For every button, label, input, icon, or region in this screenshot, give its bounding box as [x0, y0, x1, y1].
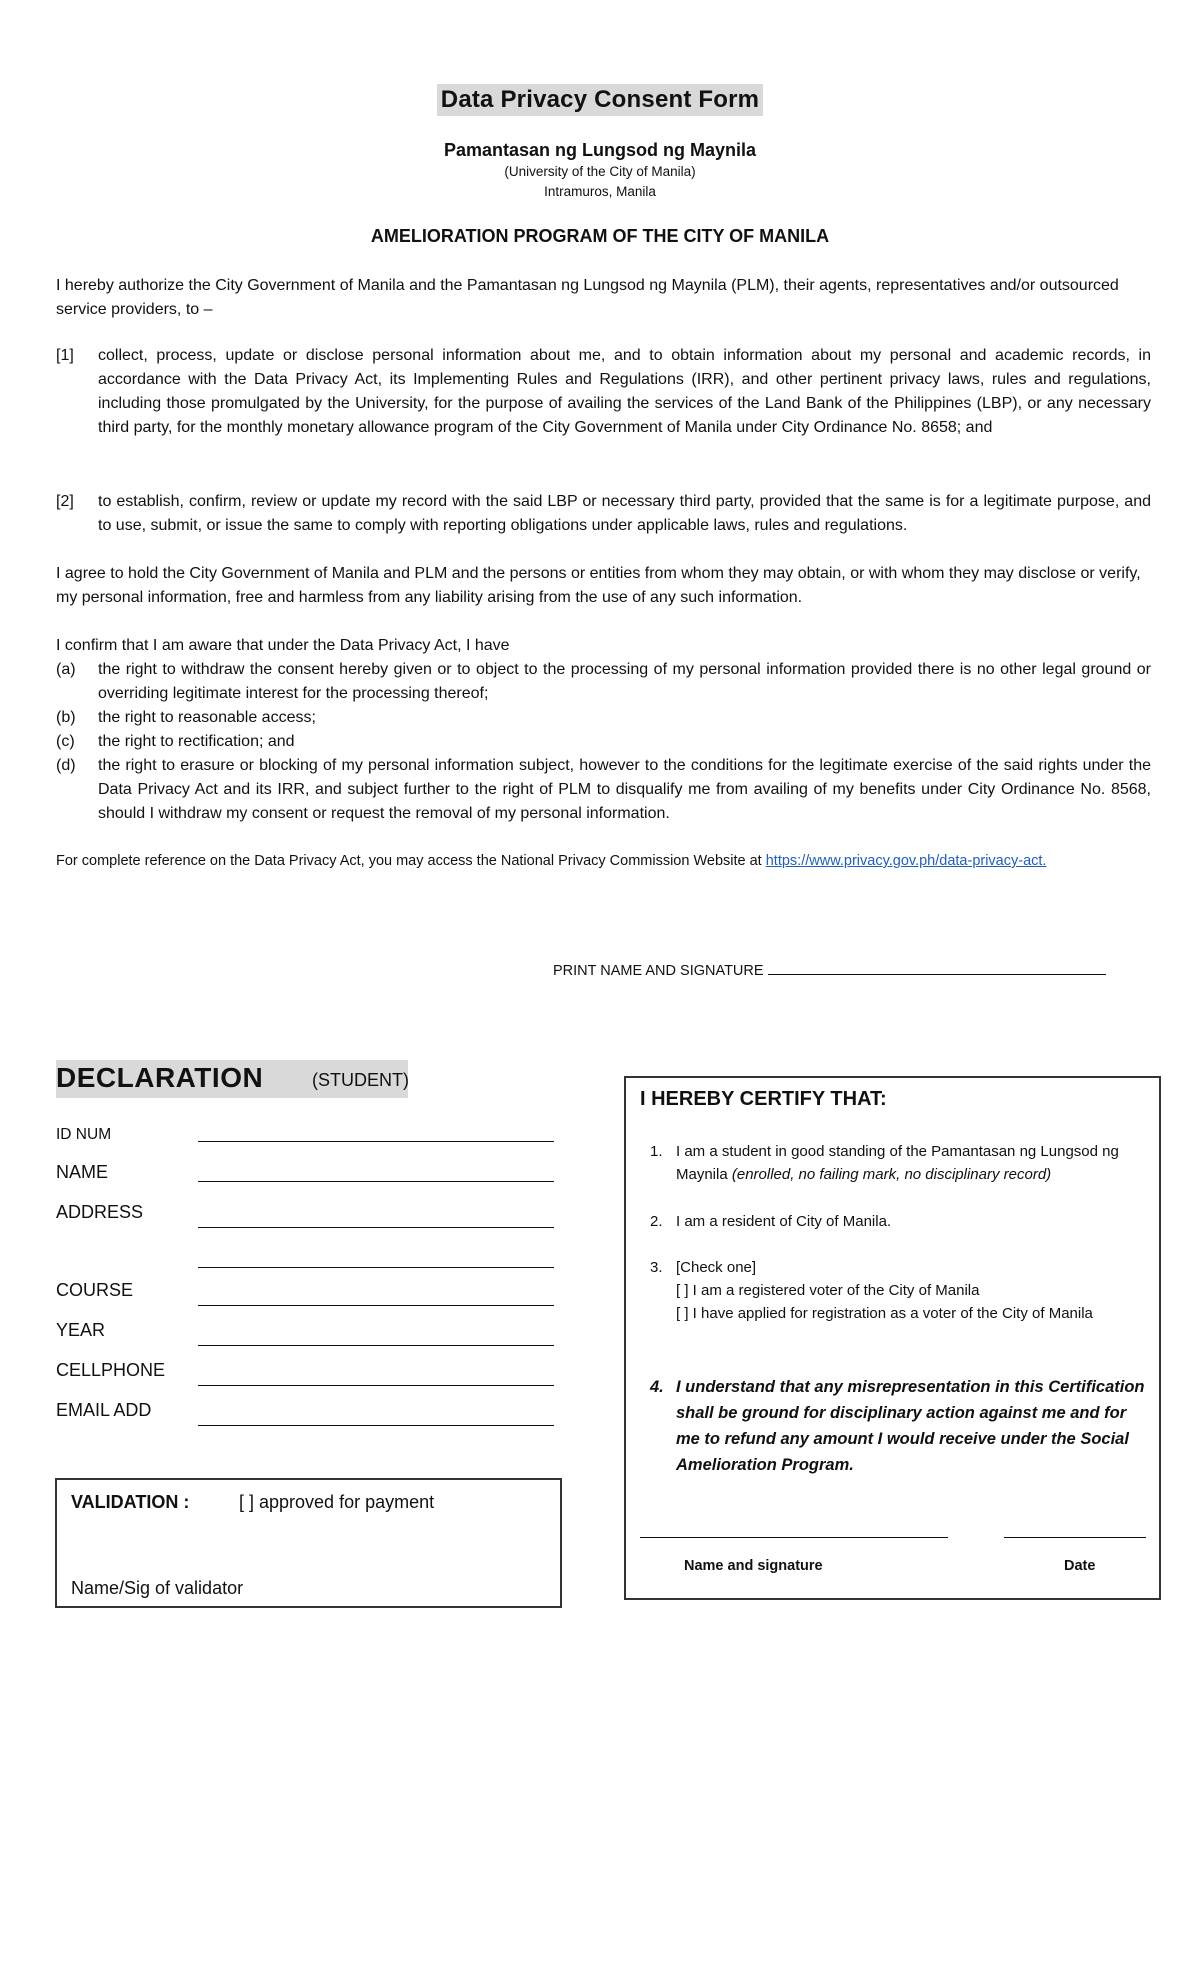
- address-label: ADDRESS: [56, 1202, 144, 1222]
- consent-item-number: [1]: [56, 347, 74, 364]
- date-label: Date: [1064, 1558, 1096, 1574]
- declaration-subtitle: (STUDENT): [312, 1070, 409, 1090]
- cert-signature-blank[interactable]: [640, 1536, 948, 1538]
- right-item-letter: (b): [56, 709, 76, 726]
- id-num-blank[interactable]: [198, 1140, 554, 1142]
- email-blank[interactable]: [198, 1424, 554, 1426]
- rights-intro: I confirm that I am aware that under the Data Privacy Act, I have: [56, 637, 510, 654]
- email-label: EMAIL ADD: [56, 1400, 152, 1420]
- print-name-signature-line: [553, 960, 1106, 979]
- certify-item-2: [650, 1210, 1150, 1233]
- authorization-intro: I hereby authorize the City Government of Manila and the Pamantasan ng Lungsod ng Maynila (PLM), their agents, representatives and/or outsourced service providers, to –: [56, 277, 1119, 318]
- year-label: YEAR: [56, 1320, 106, 1340]
- approved-for-payment-checkbox[interactable]: [ ] approved for payment: [239, 1492, 435, 1512]
- certify-item-number: 3.: [650, 1259, 663, 1276]
- name-blank[interactable]: [198, 1180, 554, 1182]
- declaration-header: [56, 1060, 408, 1098]
- program-title: AMELIORATION PROGRAM OF THE CITY OF MANILA: [370, 226, 830, 246]
- registered-voter-checkbox[interactable]: [ ] I am a registered voter of the City of Manila: [676, 1282, 980, 1299]
- cellphone-label: CELLPHONE: [56, 1360, 166, 1380]
- consent-item-1: [56, 344, 1151, 440]
- right-item-c: [56, 730, 1151, 754]
- right-item-letter: (a): [56, 661, 76, 678]
- right-item-b: [56, 706, 1151, 730]
- validation-box: [55, 1478, 562, 1608]
- form-title: Data Privacy Consent Form: [437, 84, 763, 116]
- name-label: NAME: [56, 1162, 109, 1182]
- certify-item-text: I am a student in good standing of the Pamantasan ng Lungsod ng Maynila: [676, 1143, 1119, 1183]
- certify-item-note: (enrolled, no failing mark, no disciplinary record): [731, 1166, 1052, 1183]
- right-item-text: the right to erasure or blocking of my personal information subject, however to the conditions for the legitimate exercise of the said rights under the Data Privacy Act and its IRR, and subject further to the right of PLM to disqualify me from availing of my benefits under City Ordinance No. 8568, should I withdraw my consent or request the removal of my personal information.: [98, 757, 1151, 822]
- applied-voter-checkbox[interactable]: [ ] I have applied for registration as a voter of the City of Manila: [676, 1305, 1093, 1322]
- name-field: [56, 1162, 108, 1183]
- declaration-title: DECLARATION: [56, 1062, 264, 1093]
- privacy-act-reference: [56, 850, 1151, 872]
- consent-item-2: [56, 490, 1151, 538]
- hold-harmless-paragraph: I agree to hold the City Government of Manila and PLM and the persons or entities from whom they may obtain, or with whom they may disclose or verify, my personal information, free and harmless from any liability arising from the use of any such information.: [56, 565, 1141, 606]
- validation-label: VALIDATION :: [71, 1492, 190, 1512]
- certify-item-number: 1.: [650, 1143, 663, 1160]
- signature-label: PRINT NAME AND SIGNATURE: [553, 963, 764, 979]
- validator-signature-label: Name/Sig of validator: [71, 1578, 244, 1598]
- id-num-label: ID NUM: [56, 1126, 112, 1143]
- consent-item-text: to establish, confirm, review or update my record with the said LBP or necessary third party, provided that the same is for a legitimate purpose, and to use, submit, or issue the same to comply with reporting obligations under applicable laws, rules and regulations.: [98, 493, 1151, 534]
- email-field: [56, 1400, 151, 1421]
- course-label: COURSE: [56, 1280, 134, 1300]
- cellphone-blank[interactable]: [198, 1384, 554, 1386]
- right-item-text: the right to withdraw the consent hereby given or to object to the processing of my personal information provided there is no other legal ground or overriding legitimate interest for the processing thereof;: [98, 661, 1151, 702]
- university-name: Pamantasan ng Lungsod ng Maynila: [443, 140, 757, 160]
- university-english-name: (University of the City of Manila): [504, 164, 696, 179]
- certify-item-text: I am a resident of City of Manila.: [676, 1213, 892, 1230]
- right-item-text: the right to reasonable access;: [98, 709, 316, 726]
- title-block: [0, 84, 1200, 116]
- year-blank[interactable]: [198, 1344, 554, 1346]
- cellphone-field: [56, 1360, 165, 1381]
- name-signature-label: Name and signature: [684, 1558, 823, 1574]
- year-field: [56, 1320, 105, 1341]
- id-num-field: [56, 1126, 111, 1144]
- right-item-letter: (c): [56, 733, 75, 750]
- certify-item-1: [650, 1140, 1150, 1186]
- address-blank-1[interactable]: [198, 1226, 554, 1228]
- course-blank[interactable]: [198, 1304, 554, 1306]
- certification-title: I HEREBY CERTIFY THAT:: [640, 1088, 887, 1110]
- reference-text: For complete reference on the Data Privacy Act, you may access the National Privacy Commission Website at: [56, 853, 766, 869]
- certification-box: [624, 1076, 1161, 1600]
- address-blank-2[interactable]: [198, 1266, 554, 1268]
- privacy-website-link[interactable]: https://www.privacy.gov.ph/data-privacy-act.: [765, 853, 1047, 869]
- signature-blank[interactable]: [768, 960, 1106, 975]
- right-item-a: [56, 658, 1151, 706]
- certify-item-text: I understand that any misrepresentation in this Certification shall be ground for disciplinary action against me and for me to refund any amount I would receive under the Social Amelioration Program.: [676, 1378, 1145, 1474]
- consent-item-text: collect, process, update or disclose personal information about me, and to obtain information about my personal and academic records, in accordance with the Data Privacy Act, its Implementing Rules and Regulations (IRR), and other pertinent privacy laws, rules and regulations, including those promulgated by the University, for the purpose of availing the services of the Land Bank of the Philippines (LBP), or any necessary third party, for the monthly monetary allowance program of the City Government of Manila under City Ordinance No. 8658; and: [98, 347, 1151, 436]
- right-item-letter: (d): [56, 757, 76, 774]
- check-one-label: [Check one]: [676, 1259, 757, 1276]
- right-item-text: the right to rectification; and: [98, 733, 295, 750]
- certify-item-3: [650, 1256, 1150, 1325]
- consent-item-number: [2]: [56, 493, 74, 510]
- certify-item-number: 4.: [650, 1378, 664, 1396]
- right-item-d: [56, 754, 1151, 826]
- address-field: [56, 1202, 143, 1223]
- certify-item-number: 2.: [650, 1213, 663, 1230]
- cert-date-blank[interactable]: [1004, 1536, 1146, 1538]
- certify-item-4: [650, 1374, 1150, 1478]
- course-field: [56, 1280, 133, 1301]
- university-location: Intramuros, Manila: [544, 184, 656, 199]
